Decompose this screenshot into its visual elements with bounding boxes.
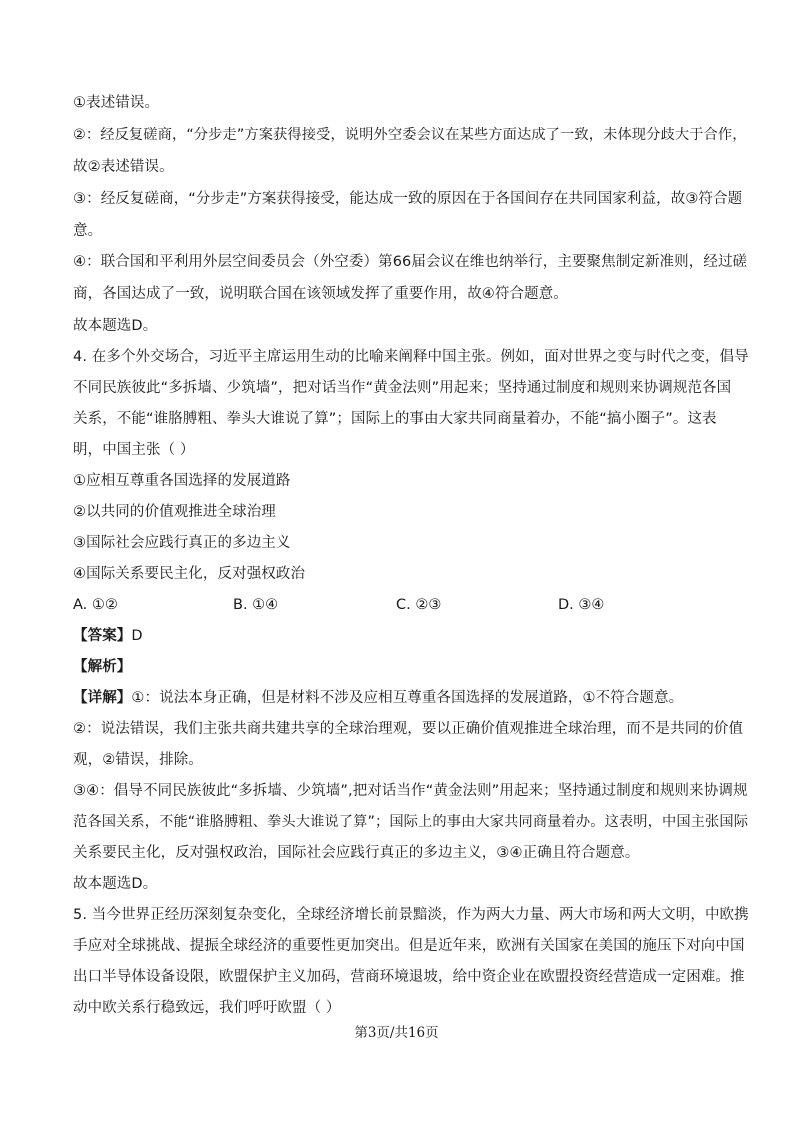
statement-item: ④国际关系要民主化，反对强权政治 <box>73 566 306 582</box>
answer-line <box>73 626 143 646</box>
text-line: ③：经反复磋商，“分步走”方案获得接受，能达成一致的原因在于各国间存在共同国家利益，故③符合题 <box>73 191 743 207</box>
question-4-line: 关系，不能“谁胳膊粗、拳头大谁说了算”；国际上的事由大家共同商量着办，不能“搞小圈子”。这表 <box>73 411 717 427</box>
text-line: 故②表述错误。 <box>73 159 174 175</box>
question-4-line: 明，中国主张（ ） <box>73 442 195 458</box>
option-b: B. ①④ <box>233 597 279 613</box>
text-line: 故本题选D。 <box>73 318 158 334</box>
option-a: A. ①② <box>73 597 118 613</box>
detail-tag: 【详解】 <box>73 690 132 706</box>
detail-text: ①：说法本身正确，但是材料不涉及应相互尊重各国选择的发展道路，①不符合题意。 <box>131 690 684 706</box>
detail-line <box>73 688 683 708</box>
text-line: ④：联合国和平利用外层空间委员会（外空委）第66届会议在维也纳举行，主要聚焦制定新准则，经过磋 <box>73 254 748 270</box>
text-line: 商，各国达成了一致，说明联合国在该领域发挥了重要作用，故④符合题意。 <box>73 286 568 302</box>
question-5-line: 出口半导体设备设限，欧盟保护主义加码，营商环境退坡，给中资企业在欧盟投资经营造成一定困难。推 <box>73 969 745 985</box>
option-d: D. ③④ <box>558 597 605 613</box>
question-5-line: 手应对全球挑战、提振全球经济的重要性更加突出。但是近年来，欧洲有关国家在美国的施压下对向中国 <box>73 938 745 954</box>
page-number-footer: 第3页/共16页 <box>354 1025 439 1041</box>
answer-value: D <box>131 628 143 644</box>
analysis-tag: 【解析】 <box>73 659 132 675</box>
analysis-line: 范各国关系，不能“谁胳膊粗、拳头大谁说了算”；国际上的事由大家共同商量着办。这表明，中国主张国际 <box>73 814 749 830</box>
statement-item: ②以共同的价值观推进全球治理 <box>73 504 276 520</box>
analysis-line: 观，②错误，排除。 <box>73 752 203 768</box>
analysis-line: 关系要民主化，反对强权政治，国际社会应践行真正的多边主义，③④正确且符合题意。 <box>73 845 640 861</box>
analysis-line: ③④：倡导不同民族彼此“多拆墙、少筑墙”,把对话当作“黄金法则”用起来；坚持通过制度和规则来协调规 <box>73 783 748 799</box>
text-line: ①表述错误。 <box>73 95 160 111</box>
question-5-line: 动中欧关系行稳致远，我们呼吁欧盟（ ） <box>73 1000 341 1016</box>
answer-tag: 【答案】 <box>73 628 132 644</box>
option-c: C. ②③ <box>396 597 442 613</box>
question-4-line: 不同民族彼此“多拆墙、少筑墙”，把对话当作“黄金法则”用起来；坚持通过制度和规则来协调规范各国 <box>73 380 732 396</box>
question-4-line: 4. 在多个外交场合，习近平主席运用生动的比喻来阐释中国主张。例如，面对世界之变与时代之变，倡导 <box>73 349 749 365</box>
statement-item: ①应相互尊重各国选择的发展道路 <box>73 473 291 489</box>
analysis-heading <box>73 657 131 677</box>
analysis-line: ②：说法错误，我们主张共商共建共享的全球治理观，要以正确价值观推进全球治理，而不是共同的价值 <box>73 721 744 737</box>
text-line: 意。 <box>73 223 103 239</box>
question-5-line: 5. 当今世界正经历深刻复杂变化，全球经济增长前景黯淡，作为两大力量、两大市场和两大文明，中欧携 <box>73 907 749 923</box>
statement-item: ③国际社会应践行真正的多边主义 <box>73 535 291 551</box>
text-line: ②：经反复磋商，“分步走”方案获得接受，说明外空委会议在某些方面达成了一致，未体现分歧大于合作， <box>73 127 747 143</box>
analysis-line: 故本题选D。 <box>73 876 158 892</box>
